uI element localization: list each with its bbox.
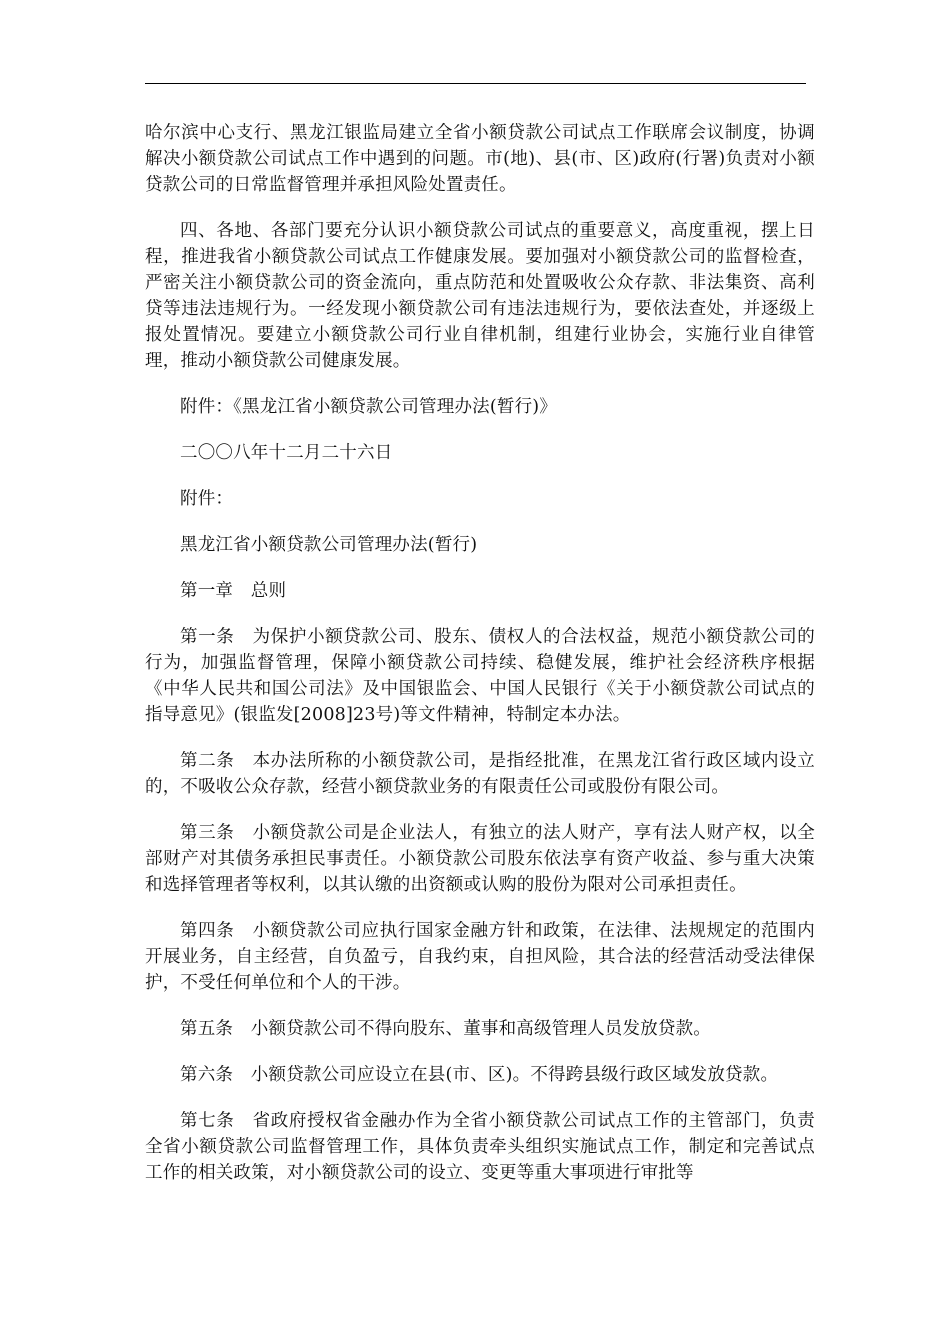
article-7: 第七条 省政府授权省金融办作为全省小额贷款公司试点工作的主管部门，负责全省小额贷款公司监督管理工作，具体负责牵头组织实施试点工作，制定和完善试点工作的相关政策，对小额贷款公司的设立、变更等重大事项进行审批等	[145, 1111, 815, 1183]
paragraph-continuation: 哈尔滨中心支行、黑龙江银监局建立全省小额贷款公司试点工作联席会议制度，协调解决小额贷款公司试点工作中遇到的问题。市(地)、县(市、区)政府(行署)负责对小额贷款公司的日常监督管理并承担风险处置责任。	[145, 123, 815, 195]
article-5: 第五条 小额贷款公司不得向股东、董事和高级管理人员发放贷款。	[180, 1019, 711, 1039]
attachment-label: 附件：	[180, 489, 234, 509]
article-4: 第四条 小额贷款公司应执行国家金融方针和政策，在法律、法规规定的范围内开展业务，自主经营，自负盈亏，自我约束，自担风险，其合法的经营活动受法律保护，不受任何单位和个人的干涉。	[145, 921, 815, 993]
paragraph-section-four: 四、各地、各部门要充分认识小额贷款公司试点的重要意义，高度重视，摆上日程，推进我省小额贷款公司试点工作健康发展。要加强对小额贷款公司的监督检查，严密关注小额贷款公司的资金流向，重点防范和处置吸收公众存款、非法集资、高利贷等违法违规行为。一经发现小额贷款公司有违法违规行为，要依法查处，并逐级上报处置情况。要建立小额贷款公司行业自律机制，组建行业协会，实施行业自律管理，推动小额贷款公司健康发展。	[145, 221, 815, 371]
article-3: 第三条 小额贷款公司是企业法人，有独立的法人财产，享有法人财产权，以全部财产对其债务承担民事责任。小额贷款公司股东依法享有资产收益、参与重大决策和选择管理者等权利，以其认缴的出资额或认购的股份为限对公司承担责任。	[145, 823, 815, 895]
document-body	[145, 120, 815, 1206]
article-6: 第六条 小额贷款公司应设立在县(市、区)。不得跨县级行政区域发放贷款。	[180, 1065, 779, 1085]
chapter-heading: 第一章 总则	[180, 581, 287, 601]
article-2: 第二条 本办法所称的小额贷款公司，是指经批准，在黑龙江省行政区域内设立的，不吸收公众存款，经营小额贷款业务的有限责任公司或股份有限公司。	[145, 751, 815, 797]
header-rule	[145, 83, 806, 84]
attachment-title: 黑龙江省小额贷款公司管理办法(暂行)	[180, 535, 478, 555]
attachment-reference: 附件：《黑龙江省小额贷款公司管理办法(暂行)》	[180, 397, 558, 417]
article-1: 第一条 为保护小额贷款公司、股东、债权人的合法权益，规范小额贷款公司的行为，加强监督管理，保障小额贷款公司持续、稳健发展，维护社会经济秩序根据《中华人民共和国公司法》及中国银监会、中国人民银行《关于小额贷款公司试点的指导意见》(银监发[2008]23号)等文件精神，特制定本办法。	[145, 627, 815, 725]
document-date: 二〇〇八年十二月二十六日	[180, 443, 393, 463]
